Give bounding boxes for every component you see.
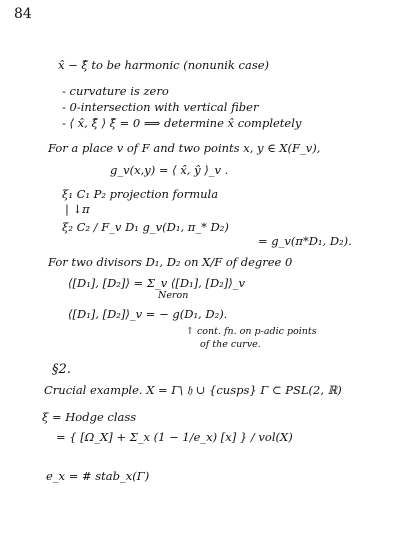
text-line-11: For two divisors D₁, D₂ on X/F of degree 0	[48, 255, 293, 269]
text-line-13: Neron	[158, 290, 189, 301]
text-line-8: | ↓π	[65, 202, 90, 216]
text-line-19: ξ = Hodge class	[42, 410, 137, 424]
text-line-4: - ⟨ x̂, ξ̂ ⟩ ξ̂ = 0 ⟹ determine x̂ completely	[62, 116, 302, 130]
text-line-15: ↑ cont. fn. on p-adic points	[186, 326, 317, 337]
text-line-6: g_v(x,y) = ⟨ x̂, ŷ ⟩_v .	[110, 163, 229, 177]
text-line-18: Crucial example. X = Γ\ 𝔥 ∪ {cusps} Γ ⊂ PSL(2, ℝ)	[44, 383, 342, 397]
text-line-7: ξ₁ C₁ P₂ projection formula	[62, 187, 219, 201]
text-line-9: ξ₂ C₂ / F_v D₁ g_v(D₁, π_* D₂)	[62, 220, 229, 234]
text-line-16: of the curve.	[200, 339, 261, 350]
text-line-1: x̂ − ξ̂ to be harmonic (nonunik case)	[58, 58, 270, 72]
text-line-10: = g_v(π*D₁, D₂).	[258, 234, 352, 248]
text-line-12: ⟨[D₁], [D₂]⟩ = Σ_v ⟨[D₁], [D₂]⟩_v	[68, 276, 246, 290]
page-number: 84	[14, 6, 32, 22]
text-line-5: For a place v of F and two points x, y ∈ X(F_v),	[48, 141, 321, 155]
text-line-2: - curvature is zero	[62, 84, 169, 98]
text-line-20: = { [Ω_X] + Σ_x (1 − 1/e_x) [x] } / vol(X)	[56, 430, 293, 444]
text-line-3: - 0-intersection with vertical fiber	[62, 100, 259, 114]
text-line-14: ⟨[D₁], [D₂]⟩_v = − g(D₁, D₂).	[68, 307, 228, 321]
text-line-21: e_x = # stab_x(Γ)	[46, 469, 150, 483]
text-line-17: §2.	[52, 362, 71, 377]
